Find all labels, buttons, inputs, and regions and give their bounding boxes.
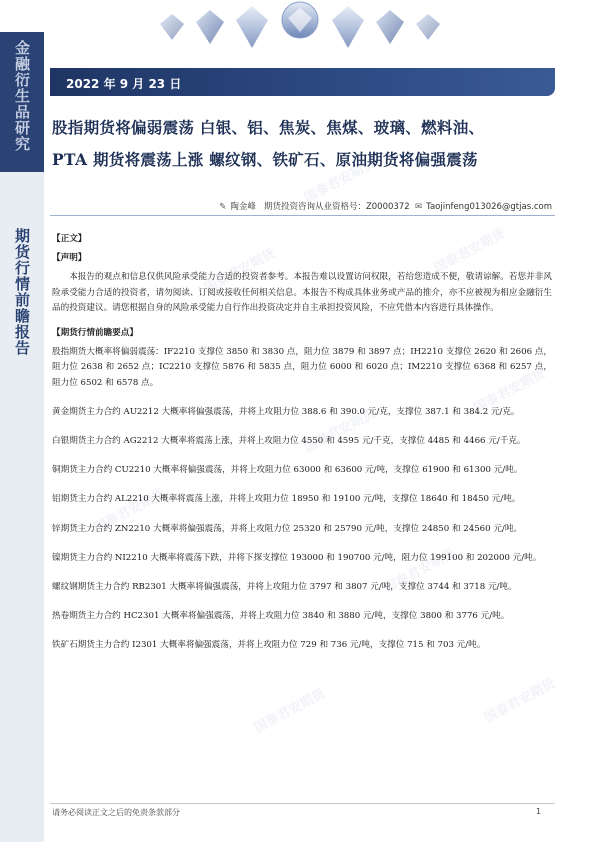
diamond-icon (160, 2, 440, 48)
watermark: 国泰君安期货 (471, 366, 548, 417)
outlook-item: 热卷期货主力合约 HC2301 大概率将偏强震荡，并将上攻阻力位 3840 和 3880 元/吨，支撑位 3800 和 3776 元/吨。 (52, 611, 510, 622)
watermark: 国泰君安期货 (201, 246, 278, 297)
pen-icon: ✎ (219, 202, 227, 212)
author-name: 陶金峰 (230, 202, 256, 212)
sidebar-report-type-label: 期货行情前瞻报告 (13, 228, 31, 356)
outlook-item: 股指期货大概率将偏弱震荡：IF2210 支撑位 3850 和 3830 点，阻力位 3879 和 3897 点；IH2210 支撑位 2620 和 2606 点，阻力位 2638 和 2652 点；IC2210 支撑位 5876 和 5835 点，阻力位 6000 和 6020 点；IM2210 支撑位 6368 和 6257 点，阻力位 6502 和 6578 点。 (52, 347, 552, 388)
sidebar (0, 0, 44, 842)
body-heading: 【正文】 (52, 234, 87, 244)
header-divider (50, 215, 555, 216)
outlook-item: 锌期货主力合约 ZN2210 大概率将偏强震荡，并将上攻阻力位 25320 和 25790 元/吨，支撑位 24850 和 24560 元/吨。 (52, 523, 523, 534)
watermark: 国泰君安期货 (481, 676, 558, 727)
report-title-line-1: 股指期货将偏弱震荡 白银、铝、焦炭、焦煤、玻璃、燃料油、 (52, 118, 485, 137)
author-email[interactable]: Taojinfeng013026@gtjas.com (426, 202, 552, 212)
outlook-item: 螺纹钢期货主力合约 RB2301 大概率将偏强震荡，并将上攻阻力位 3797 和 3807 元/吨，支撑位 3744 和 3718 元/吨。 (52, 582, 517, 593)
sidebar-category-label: 金融衍生品研究 (13, 40, 31, 152)
page-number: 1 (536, 807, 542, 816)
report-body (52, 232, 552, 668)
outlook-item: 铝期货主力合约 AL2210 大概率将震荡上涨，并将上攻阻力位 18950 和 19100 元/吨，支撑位 18640 和 18450 元/吨。 (52, 494, 521, 505)
outlook-item: 黄金期货主力合约 AU2212 大概率将偏强震荡，并将上攻阻力位 388.6 和 390.0 元/克，支撑位 387.1 和 384.2 元/克。 (52, 406, 520, 417)
envelope-icon: ✉ (415, 202, 423, 212)
outlook-item: 铁矿石期货主力合约 I2301 大概率将偏强震荡，并将上攻阻力位 729 和 736 元/吨，支撑位 715 和 703 元/吨。 (52, 640, 486, 651)
diamond-banner (150, 0, 450, 62)
date-bar (50, 68, 555, 96)
statement-heading: 【声明】 (52, 253, 87, 264)
watermark: 国泰君安期货 (431, 226, 508, 277)
statement-paragraph: 本报告的观点和信息仅供风险承受能力合适的投资者参考。本报告难以设置访问权限，若给您造成不便，敬请谅解。若您并非风险承受能力合适的投资者，请勿阅读、订阅或接收任何相关信息。本报告不构成具体业务或产品的推介，亦不应被视为相应金融衍生品的投资建议。请您根据自身的风险承受能力自行作出投资决定并自主承担投资风险，不应凭借本内容进行具体操作。 (52, 272, 552, 313)
outlook-item: 镍期货主力合约 NI2210 大概率将震荡下跌，并将下探支撑位 193000 和 190700 元/吨，阻力位 199100 和 202000 元/吨。 (52, 552, 542, 563)
outlook-item: 铜期货主力合约 CU2210 大概率将偏强震荡，并将上攻阻力位 63000 和 63600 元/吨，支撑位 61900 和 61300 元/吨。 (52, 465, 523, 476)
footer-divider (50, 803, 555, 804)
qualification-number: 期货投资咨询从业资格号：Z0000372 (263, 202, 410, 212)
report-title-line-2: PTA 期货将震荡上涨 螺纹钢、铁矿石、原油期货将偏强震荡 (52, 150, 478, 169)
outlook-heading: 【期货行情前瞻要点】 (52, 328, 138, 339)
report-date: 2022 年 9 月 23 日 (66, 77, 182, 91)
outlook-item: 白银期货主力合约 AG2212 大概率将震荡上涨，并将上攻阻力位 4550 和 4595 元/千克，支撑位 4485 和 4466 元/千克。 (52, 436, 526, 447)
watermark: 国泰君安期货 (251, 686, 328, 737)
watermark: 国泰君安期货 (301, 406, 378, 457)
watermark: 国泰君安期货 (91, 486, 168, 537)
watermark: 国泰君安期货 (381, 546, 458, 597)
footer-disclaimer: 请务必阅读正文之后的免责条款部分 (52, 808, 180, 817)
watermark: 国泰君安期货 (301, 156, 378, 207)
author-line (180, 200, 552, 212)
